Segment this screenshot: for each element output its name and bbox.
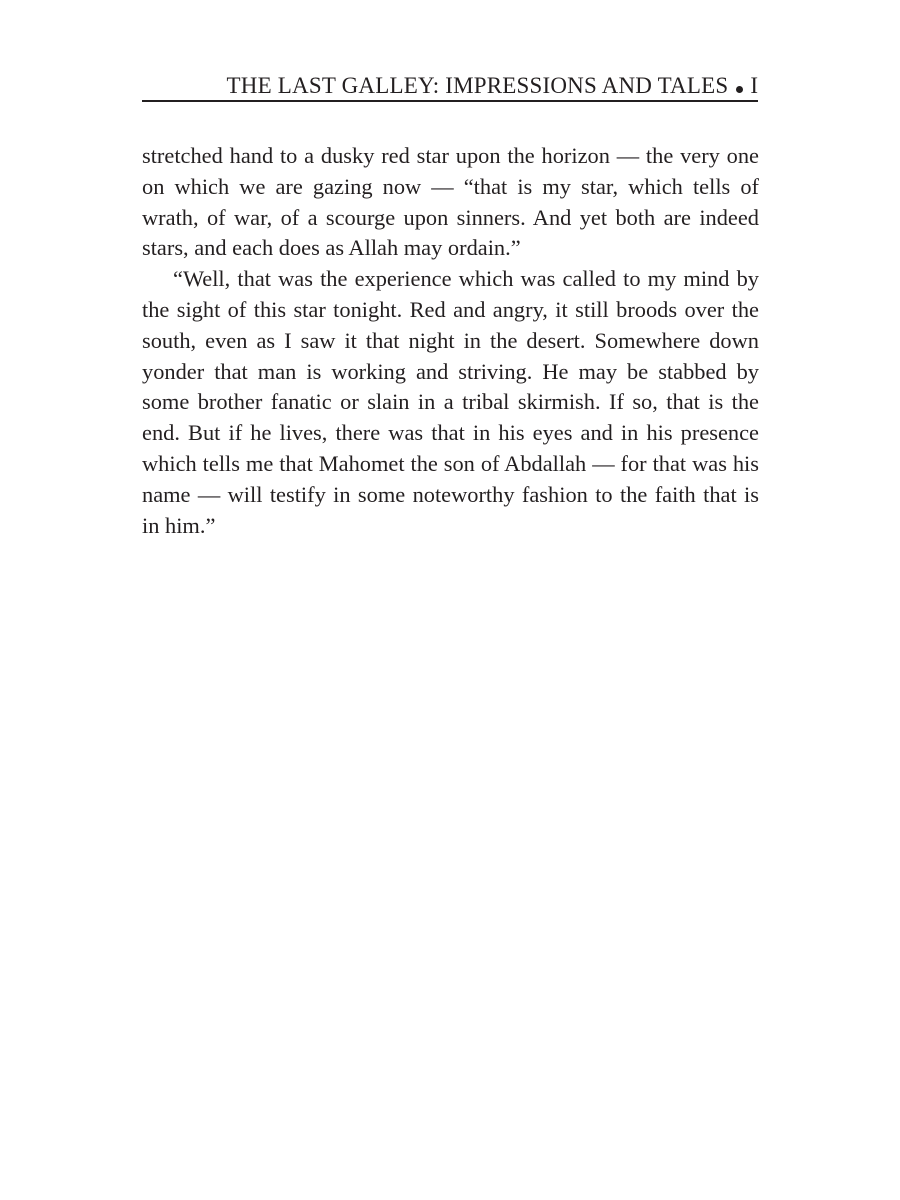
paragraph: “Well, that was the experience which was called to my mind by the sight of this star tonight. Red and angry, it still broods over the south, even as I saw it that night in the desert. Somewhere down yonder that man is working and striving. He may be stabbed by some brother fanatic or slain in a tribal skirmish. If so, that is the end. But if he lives, there was that in his eyes and in his presence which tells me that Mahomet the son of Abdallah — for that was his name — will testify in some noteworthy fashion to the faith that is in him.” [142,266,759,538]
running-head-title: THE LAST GALLEY: IMPRESSIONS AND TALES [226,73,729,98]
bullet-separator-icon [736,86,743,93]
running-head [142,72,758,102]
body-text [142,141,759,541]
paragraph-continued: stretched hand to a dusky red star upon the horizon — the very one on which we are gazing now — “that is my star, which tells of wrath, of war, of a scourge upon sinners. And yet both are indeed stars, and each does as Allah may ordain.” [142,143,759,261]
page-number: I [750,73,758,98]
